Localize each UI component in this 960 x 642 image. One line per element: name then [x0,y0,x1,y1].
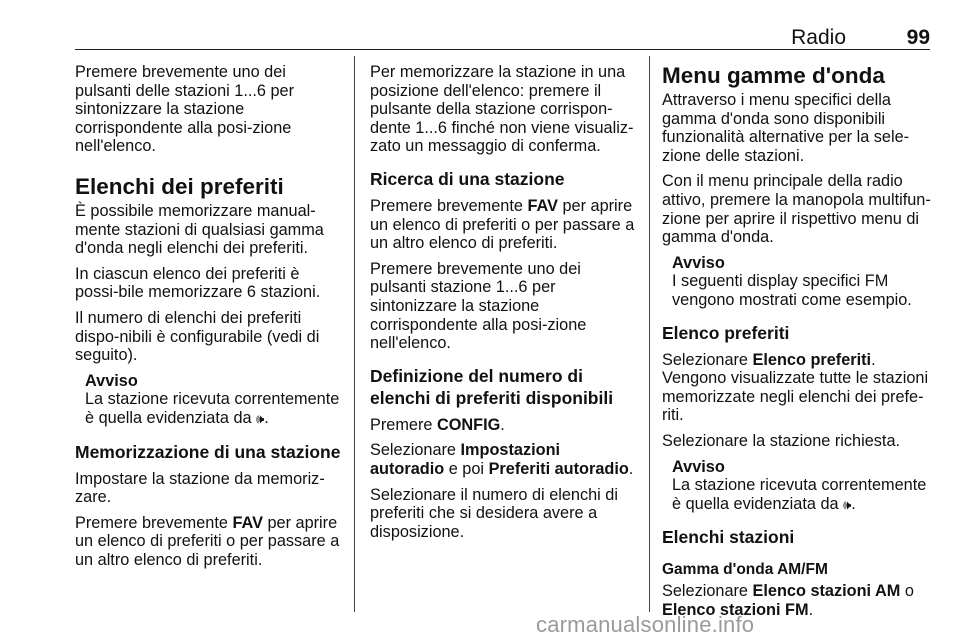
column-1 [75,63,345,576]
menu-keyword: Preferiti autoradio [488,459,629,478]
paragraph: È possibile memorizzare manual-mente stazioni di qualsiasi gamma d'onda negli elenchi dei preferiti. [75,201,324,258]
note-box [85,372,345,429]
note-title: Avviso [85,371,138,390]
heading-ricerca-stazione: Ricerca di una stazione [370,168,565,189]
menu-keyword: Elenco preferiti [752,350,872,369]
column-3 [662,63,934,626]
paragraph: Impostare la stazione da memoriz-zare. [75,469,325,507]
column-2 [370,63,638,548]
paragraph: Attraverso i menu specifici della gamma d'onda sono disponibili funzionalità alternative per la sele-zione delle stazioni. [662,91,910,165]
heading-memorizzazione: Memorizzazione di una stazione [75,441,341,462]
menu-keyword: Elenco stazioni FM [662,600,809,619]
paragraph: Premere CONFIG. [370,415,505,434]
paragraph: Selezionare la stazione richiesta. [662,431,901,450]
fav-keyword: FAV [232,513,263,532]
menu-keyword: Impostazioni autoradio [370,441,561,478]
heading-gamma-amfm: Gamma d'onda AM/FM [662,561,828,579]
paragraph: Premere brevemente uno dei pulsanti stazione 1...6 per sintonizzare la stazione corrispondente alla posi-zione nell'elenco. [370,259,587,353]
heading-elenchi-stazioni: Elenchi stazioni [662,527,795,548]
note-text: I seguenti display specifici FM vengono mostrati come esempio. [672,272,912,309]
heading-elenco-preferiti: Elenco preferiti [662,322,790,343]
paragraph: Selezionare Impostazioni autoradio e poi Preferiti autoradio. [370,441,634,478]
header-rule [75,49,930,50]
column-divider-2 [649,56,650,612]
note-text: La stazione ricevuta correntemente è quella evidenziata da 🕪. [85,390,340,427]
paragraph: Per memorizzare la stazione in una posizione dell'elenco: premere il pulsante della stazione corrispon-dente 1...6 finché non viene visualiz-zato un messaggio di conferma. [370,63,634,156]
paragraph: Premere brevemente FAV per aprire un elenco di preferiti o per passare a un altro elenco di preferiti. [370,196,635,253]
section-title: Radio [791,26,846,49]
fav-keyword: FAV [527,196,558,215]
paragraph: Selezionare Elenco stazioni AM o Elenco stazioni FM. [662,582,914,619]
column-divider-1 [354,56,355,612]
paragraph: Con il menu principale della radio attivo, premere la manopola multifun-zione per aprire il rispettivo menu di gamma d'onda. [662,172,931,247]
paragraph: Selezionare il numero di elenchi di preferiti che si desidera avere a disposizione. [370,485,618,541]
note-title: Avviso [672,457,725,476]
menu-keyword: Elenco stazioni AM [752,582,901,601]
speaker-icon: 🕪 [843,496,852,512]
paragraph: Vengono visualizzate tutte le stazioni memorizzate negli elenchi dei prefe-riti. [662,369,929,425]
note-title: Avviso [672,253,725,272]
page-number: 99 [906,26,930,49]
paragraph: Il numero di elenchi dei preferiti dispo-nibili è configurabile (vedi di seguito). [75,308,320,365]
note-text: La stazione ricevuta correntemente è quella evidenziata da 🕪. [672,476,927,513]
heading-menu-gamme: Menu gamme d'onda [662,63,885,88]
speaker-icon: 🕪 [256,410,265,426]
heading-elenchi-preferiti: Elenchi dei preferiti [75,173,284,199]
paragraph: Premere brevemente uno dei pulsanti delle stazioni 1...6 per sintonizzare la stazione corrispondente alla posi-zione nell'elenco. [75,63,295,156]
heading-definizione: Definizione del numero di elenchi di preferiti disponibili [370,365,614,408]
watermark: carmanualsonline.info [536,612,755,637]
paragraph: Selezionare Elenco preferiti. [662,350,876,369]
note-box [672,254,934,310]
paragraph: In ciascun elenco dei preferiti è possi-bile memorizzare 6 stazioni. [75,264,321,302]
paragraph: Premere brevemente FAV per aprire un elenco di preferiti o per passare a un altro elenco di preferiti. [75,513,340,569]
note-box [672,458,934,515]
config-keyword: CONFIG [436,415,501,434]
